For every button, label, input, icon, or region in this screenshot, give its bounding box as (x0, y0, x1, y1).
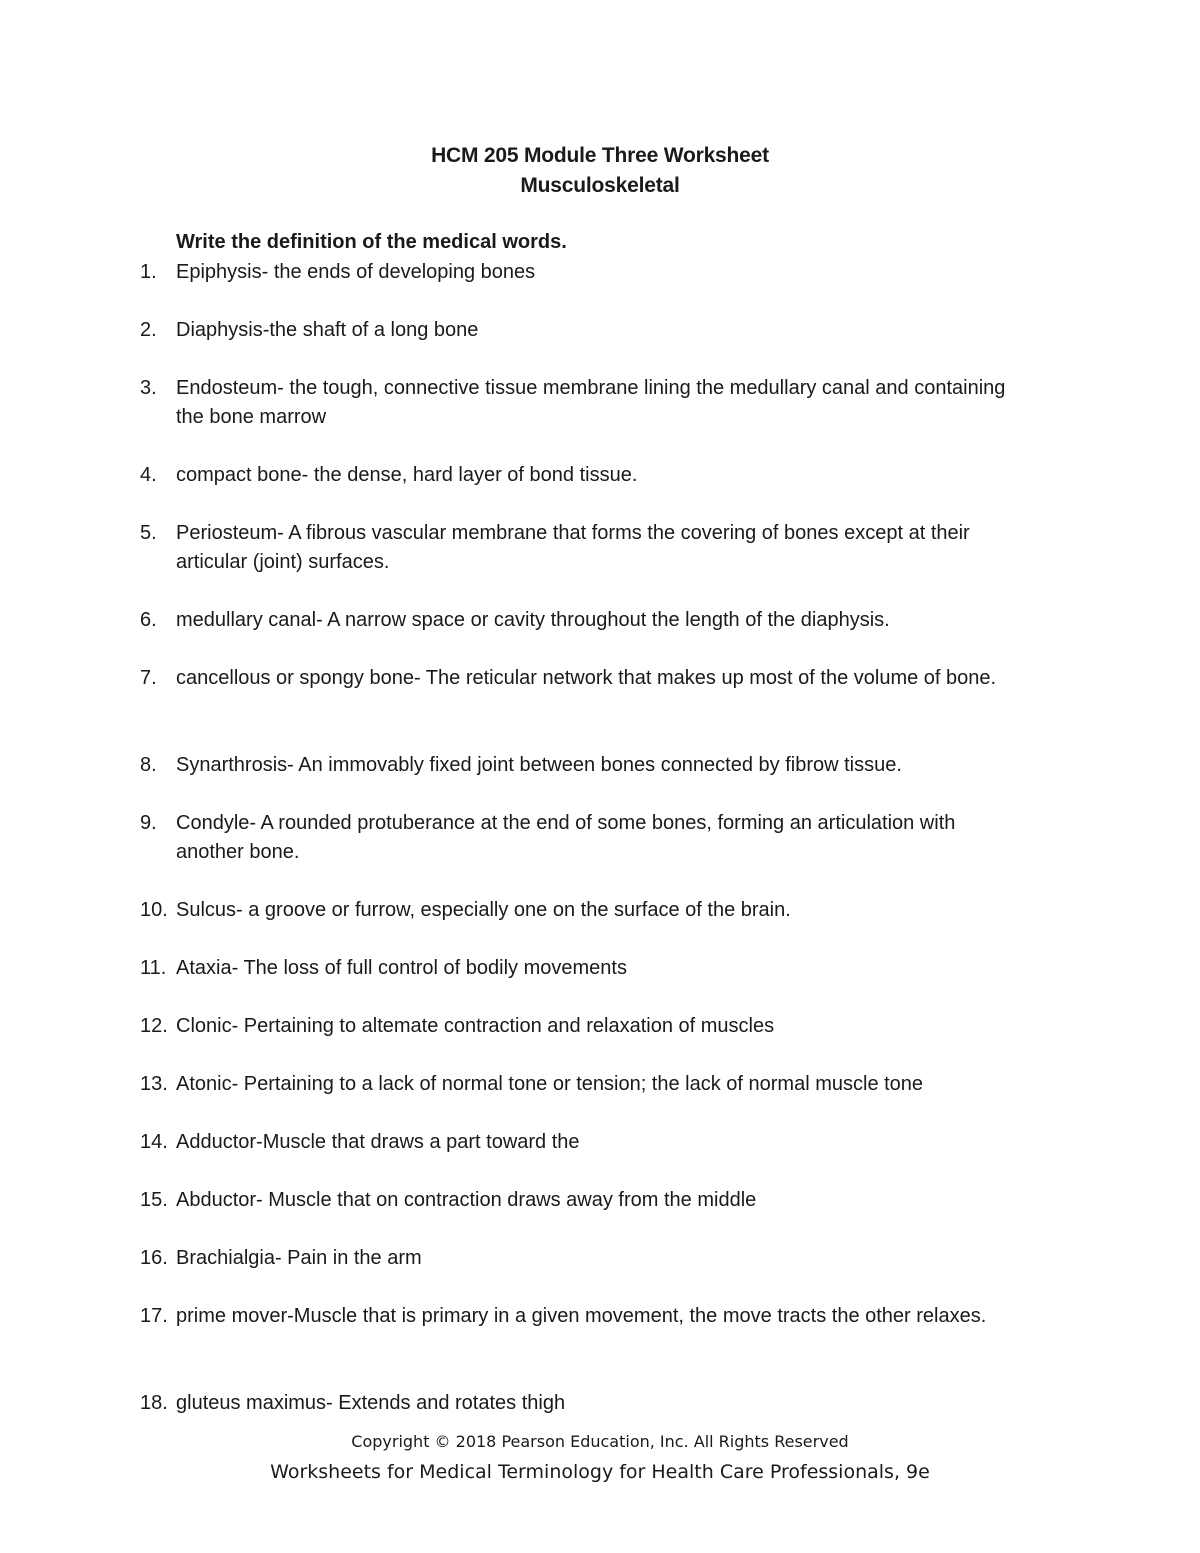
list-item (140, 606, 1020, 664)
item-text: Diaphysis-the shaft of a long bone (176, 319, 479, 341)
item-text: prime mover-Muscle that is primary in a given movement, the move tracts the other relaxes. (176, 1305, 987, 1327)
item-text: medullary canal- A narrow space or cavity throughout the length of the diaphysis. (176, 609, 890, 631)
list-item (140, 1070, 1020, 1128)
item-text: Ataxia- The loss of full control of bodily movements (176, 957, 627, 979)
page-title: HCM 205 Module Three Worksheet (431, 144, 769, 167)
item-number: 15. (140, 1189, 168, 1211)
item-number: 18. (140, 1392, 168, 1414)
item-text: gluteus maximus- Extends and rotates thigh (176, 1392, 566, 1414)
item-number: 12. (140, 1015, 168, 1037)
item-number: 14. (140, 1131, 168, 1153)
item-text: Clonic- Pertaining to altemate contraction and relaxation of muscles (176, 1015, 775, 1037)
question-list (140, 258, 1020, 1447)
item-number: 13. (140, 1073, 168, 1095)
title-block (0, 141, 1200, 201)
page-subtitle: Musculoskeletal (520, 174, 680, 197)
item-number: 4. (140, 464, 157, 486)
item-text: Epiphysis- the ends of developing bones (176, 261, 536, 283)
item-number: 10. (140, 899, 168, 921)
book-title: Worksheets for Medical Terminology for Health Care Professionals, 9e (270, 1461, 930, 1483)
list-item (140, 1128, 1020, 1186)
item-number: 16. (140, 1247, 168, 1269)
item-text: Synarthrosis- An immovably fixed joint between bones connected by fibrow tissue. (176, 754, 902, 776)
list-item (140, 1012, 1020, 1070)
item-number: 11. (140, 957, 167, 979)
item-number: 2. (140, 319, 157, 341)
item-number: 9. (140, 812, 157, 834)
list-item (140, 258, 1020, 316)
item-text: Endosteum- the tough, connective tissue membrane lining the medullary canal and containing the bone marrow (176, 377, 1006, 428)
item-text: Adductor-Muscle that draws a part toward the (176, 1131, 580, 1153)
item-number: 6. (140, 609, 157, 631)
item-number: 7. (140, 667, 157, 689)
item-text: cancellous or spongy bone- The reticular network that makes up most of the volume of bone. (176, 667, 997, 689)
item-number: 8. (140, 754, 157, 776)
item-text: Brachialgia- Pain in the arm (176, 1247, 422, 1269)
item-text: Periosteum- A fibrous vascular membrane that forms the covering of bones except at their articular (joint) surfaces. (176, 522, 970, 573)
copyright-notice: Copyright © 2018 Pearson Education, Inc. All Rights Reserved (351, 1432, 849, 1451)
list-item (140, 664, 1020, 751)
item-text: Sulcus- a groove or furrow, especially one on the surface of the brain. (176, 899, 791, 921)
item-number: 3. (140, 377, 157, 399)
list-item (140, 1302, 1020, 1389)
item-text: Atonic- Pertaining to a lack of normal tone or tension; the lack of normal muscle tone (176, 1073, 924, 1095)
list-item (140, 809, 1020, 896)
list-item (140, 751, 1020, 809)
item-number: 1. (140, 261, 157, 283)
item-text: Condyle- A rounded protuberance at the end of some bones, forming an articulation with another bone. (176, 812, 956, 863)
item-text: compact bone- the dense, hard layer of bond tissue. (176, 464, 638, 486)
list-item (140, 896, 1020, 954)
item-number: 5. (140, 522, 157, 544)
item-text: Abductor- Muscle that on contraction draws away from the middle (176, 1189, 757, 1211)
item-number: 17. (140, 1305, 168, 1327)
list-item (140, 1186, 1020, 1244)
instruction: Write the definition of the medical words. (176, 231, 567, 253)
list-item (140, 519, 1020, 606)
list-item (140, 461, 1020, 519)
list-item (140, 1244, 1020, 1302)
list-item (140, 374, 1020, 461)
list-item (140, 316, 1020, 374)
page-footer (0, 1430, 1200, 1486)
list-item (140, 954, 1020, 1012)
